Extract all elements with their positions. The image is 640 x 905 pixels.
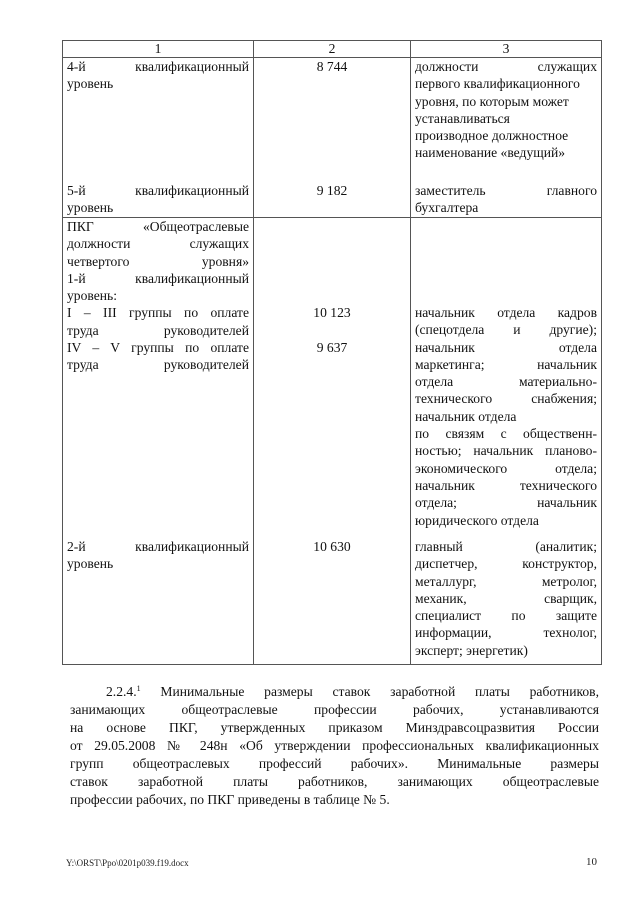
position-line: маркетинга; начальник [415, 356, 597, 372]
paragraph-line: занимающих общеотраслевые профессии рабочих, устанавливаются [70, 702, 599, 717]
positions-cell [411, 218, 602, 539]
salary-value: 9 637 [316, 340, 348, 355]
position-line: по связям с общественн- [415, 426, 597, 442]
column-header-2: 2 [254, 41, 411, 58]
group-line: должности служащих [67, 236, 249, 252]
paragraph-line: групп общеотраслевых профессий рабочих». Минимальные размеры [70, 756, 599, 771]
position-line: заместитель главного [415, 183, 597, 198]
position-line: начальник отдела [415, 408, 517, 424]
position-line: специалист по защите [415, 608, 597, 624]
salary-cell: 10 630 [254, 538, 411, 665]
paragraph-line [70, 680, 599, 701]
position-line: эксперт; энергетик) [415, 642, 528, 658]
positions-cell [411, 58, 602, 183]
position-line: диспетчер, конструктор, [415, 556, 597, 572]
salary-value: 10 123 [313, 305, 351, 320]
position-line: производное должностное [415, 128, 569, 144]
level-line: 5-й квалификационный [67, 183, 249, 198]
page-number: 10 [586, 856, 597, 868]
salary-cell: 8 744 [254, 58, 411, 183]
paragraph-line: от 29.05.2008 № 248н «Об утверждении профессиональных квалификационных [70, 738, 599, 753]
position-line: экономического отдела; [415, 460, 597, 476]
group-line: ПКГ «Общеотраслевые [67, 219, 249, 234]
position-line: наименование «ведущий» [415, 145, 566, 161]
position-line: ностью; начальник планово- [415, 443, 597, 459]
level-cell [63, 218, 254, 539]
level-line: уровень [67, 556, 114, 572]
position-line: технического снабжения; [415, 391, 597, 407]
salary-cell [254, 218, 411, 539]
level-line: 4-й квалификационный [67, 59, 249, 74]
position-line: бухгалтера [415, 200, 479, 216]
footer-file-path: Y:\ORST\Ppo\0201p039.f19.docx [66, 858, 189, 868]
position-line: механик, сварщик, [415, 590, 597, 606]
positions-cell [411, 538, 602, 665]
group-line: четвертого уровня» [67, 253, 249, 269]
position-line: юридического отдела [415, 512, 539, 528]
subgroup-line: труда руководителей [67, 357, 249, 373]
level-line: уровень [67, 76, 114, 92]
level-line: уровень: [67, 288, 118, 304]
level-cell [63, 182, 254, 218]
subgroup-line: I – III группы по оплате [67, 305, 249, 321]
level-cell [63, 538, 254, 665]
position-line: устанавливаться [415, 110, 510, 126]
section-number: 2.2.4. [106, 684, 137, 699]
paragraph-text: Минимальные размеры ставок заработной платы работников, [160, 684, 599, 699]
table-row [63, 538, 602, 665]
level-line: 2-й квалификационный [67, 539, 249, 554]
position-line: главный (аналитик; [415, 539, 597, 554]
position-line: должности служащих [415, 59, 597, 74]
column-header-1: 1 [63, 41, 254, 58]
position-line: первого квалификационного [415, 76, 580, 92]
position-line: уровня, по которым может [415, 93, 569, 109]
footnote-marker: 1 [136, 684, 141, 693]
position-line: отдела материально- [415, 374, 597, 390]
level-line: 1-й квалификационный [67, 270, 249, 286]
level-line: уровень [67, 200, 114, 216]
salary-cell: 9 182 [254, 182, 411, 218]
position-line: начальник технического [415, 477, 597, 493]
table-header-row [63, 41, 602, 58]
subgroup-line: IV – V группы по оплате [67, 340, 249, 356]
table-row [63, 182, 602, 218]
subgroup-line: труда руководителей [67, 322, 249, 338]
paragraph-line: ставок заработной платы работников, занимающих общеотраслевые [70, 774, 599, 789]
positions-cell [411, 182, 602, 218]
paragraph-line: профессии рабочих, по ПКГ приведены в таблице № 5. [70, 792, 390, 807]
salary-table [62, 40, 602, 665]
position-line: информации, технолог, [415, 625, 597, 641]
position-line: начальник отдела кадров [415, 305, 597, 320]
table-row [63, 218, 602, 539]
table-row [63, 58, 602, 183]
position-line: металлург, метролог, [415, 573, 597, 589]
body-paragraph [70, 680, 599, 809]
position-line: (спецотдела и другие); [415, 322, 597, 338]
paragraph-line: на основе ПКГ, утвержденных приказом Минздравсоцразвития России [70, 720, 599, 735]
level-cell [63, 58, 254, 183]
position-line: начальник отдела [415, 339, 597, 355]
column-header-3: 3 [411, 41, 602, 58]
position-line: отдела; начальник [415, 495, 597, 511]
